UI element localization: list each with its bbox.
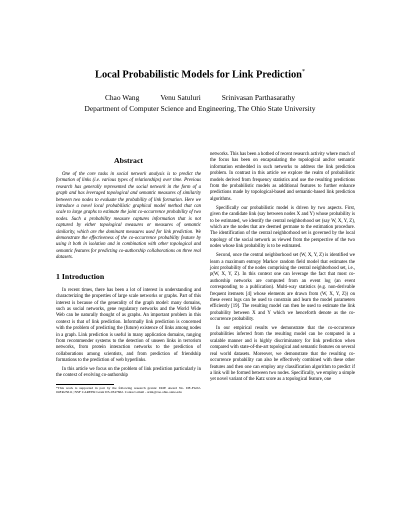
paragraph: In recent times, there has been a lot of interest in understanding and characterizing the properties of large scale networks or graphs. Part of this interest is because of the generality of the graph model: many domains, such as social networks, gene regulatory networks and the World Wide Web can be naturally thought of as graphs. An important problem in this context is that of link prediction. Informally link prediction is concerned with the problem of predicting the (future) existence of links among nodes in a graph. Link prediction is useful in many application domains, ranging from recommender systems to the detection of unseen links in terrorism networks, from protein interaction networks to the prediction of collaborations among scientists, and from prediction of friendship formations to the prediction of web hyperlinks. [56, 287, 201, 364]
paragraph: In this article we focus on the problem of link prediction particularly in the context of evolving co-authorship [56, 367, 201, 379]
title-footnote-mark: * [301, 69, 305, 75]
paragraph: networks. This has been a hotbed of recent research activity where much of the focus has been on encapsulating the topological and/or semantic information embedded in such networks to address the link prediction problem. In contrast in this article we explore the realm of probabilistic models derived from frequency statistics and use the resulting predictions from the probabilistic models as additional features to further enhance predictions made by topological-based and semantic-based link prediction algorithms. [210, 152, 355, 202]
affiliation: Department of Computer Science and Engineering, The Ohio State University [84, 104, 316, 114]
abstract-heading: Abstract [113, 156, 143, 165]
author-name: Srinivasan Parthasarathy [221, 93, 296, 103]
right-column [210, 152, 355, 386]
header-block [0, 66, 400, 113]
author-name: Chao Wang [104, 93, 140, 103]
left-column [56, 152, 201, 395]
paragraph: Specifically our probabilistic model is driven by two aspects. First, given the candidate link (say between nodes X and Y) whose probability is to be estimated, we identify the central neighborhood set (say W, X, Y, Z), which are the nodes that are deemed germane to the estimation procedure. The identification of the central neighborhood set is governed by the local topology of the social network as viewed from the perspective of the two nodes whose link probability is to be estimated. [210, 205, 355, 250]
footnote-divider [56, 384, 114, 385]
abstract-text: One of the core tasks in social network analysis is to predict the formation of links (i.e. various types of relationships) over time. Previous research has generally represented the social network in the form of a graph and has leveraged topological and semantic measures of similarity between two nodes to evaluate the probability of link formation. Here we introduce a novel local probabilistic graphical model method that can scale to large graphs to estimate the joint co-occurrence probability of two nodes. Such a probability measure captures information that is not captured by either topological measures or measures of semantic similarity, which are the dominant measures used for link prediction. We demonstrate the effectiveness of the co-occurrence probability feature by using it both in isolation and in combination with other topological and semantic features for predicting co-authorship collaborations on three real datasets. [56, 172, 201, 261]
paper-title: Local Probabilistic Models for Link Prediction* [95, 69, 305, 81]
author-name: Venu Satuluri [160, 93, 201, 103]
section-heading-introduction: 1 Introduction [56, 271, 105, 281]
paragraph: In our empirical results we demonstrate that the co-occurrence probabilities inferred from the resulting model can be computed in a scalable manner and is highly discriminatory for link prediction when compared with state-of-the-art topological and semantic features on several real world datasets. Moreover, we demonstrate that the resulting co-occurrence probability can also be effectively combined with these other features and then one can employ any classification algorithm to predict if a link will be formed between two nodes. Specifically, we employ a simple yet novel variant of the Katz score as a topological feature, one [210, 326, 355, 383]
paragraph: Second, once the central neighborhood set (W, X, Y, Z) is identified we learn a maximum entropy Markov random field model that estimates the joint probability of the nodes comprising the central neighborhood set, i.e., p(W, X, Y, Z). In this context one can leverage the fact that most co-authorship networks are computed from an event log (an event corresponding to a publication). Multi-way statistics (e.g. non-derivable frequent itemsets [4] whose elements are drawn from (W, X, Y, Z)) on these event logs can be used to constrain and learn the model parameters efficiently [19]. The resulting model can then be used to estimate the link probability between X and Y which we henceforth denote as the co-occurrence probability. [210, 253, 355, 323]
footnote: *This work is supported in part by the following research grants: DOE Award No. DE-FG02-04ER25611; NSF CAREER Grant IIS-0347662. Contact email - srini@cse.ohio-state.edu [56, 385, 201, 395]
introduction-body [56, 288, 201, 380]
abstract [56, 172, 201, 262]
author-list [0, 93, 400, 102]
